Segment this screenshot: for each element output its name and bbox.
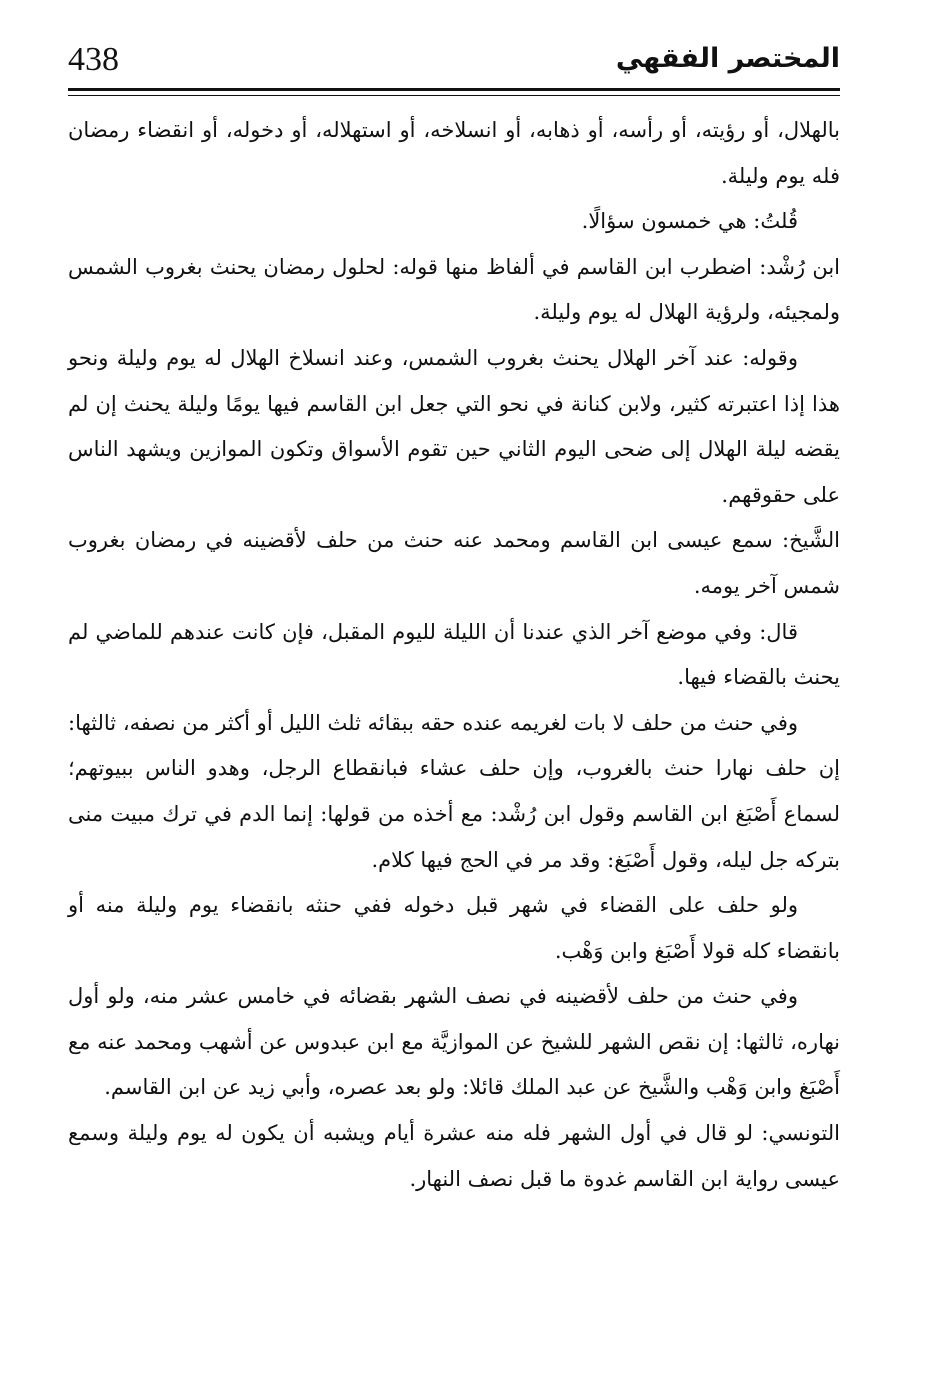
- header-rule-thin: [68, 95, 840, 96]
- paragraph-8: ولو حلف على القضاء في شهر قبل دخوله ففي حنثه بانقضاء يوم وليلة منه أو بانقضاء كله قولا أَصْبَغ وابن وَهْب.: [68, 893, 840, 963]
- body-text: [68, 108, 840, 1202]
- paragraph-7: وفي حنث من حلف لا بات لغريمه عنده حقه ببقائه ثلث الليل أو أكثر من نصفه، ثالثها: إن حلف نهارا حنث بالغروب، وإن حلف عشاء فبانقطاع الرجل، وهدو الناس ببيوتهم؛ لسماع أَصْبَغ ابن القاسم وقول ابن رُشْد: مع أخذه من قولها: إنما الدم في ترك مبيت منى بتركه جل ليله، وقول أَصْبَغ: وقد مر في الحج فيها كلام.: [68, 710, 840, 872]
- paragraph-10: التونسي: لو قال في أول الشهر فله منه عشرة أيام ويشبه أن يكون له يوم وليلة وسمع عيسى رواية ابن القاسم غدوة ما قبل نصف النهار.: [68, 1121, 840, 1191]
- paragraph-9: وفي حنث من حلف لأقضينه في نصف الشهر بقضائه في خامس عشر منه، ولو أول نهاره، ثالثها: إن نقص الشهر للشيخ عن الموازيَّة مع ابن عبدوس عن أشهب ومحمد عنه مع أَصْبَغ وابن وَهْب والشَّيخ عن عبد الملك قائلا: ولو بعد عصره، وأبي زيد عن ابن القاسم.: [68, 984, 840, 1100]
- book-page: [68, 38, 840, 1358]
- paragraph-3: ابن رُشْد: اضطرب ابن القاسم في ألفاظ منها قوله: لحلول رمضان يحنث بغروب الشمس ولمجيئه، ولرؤية الهلال له يوم وليلة.: [68, 254, 840, 325]
- paragraph-6: قال: وفي موضع آخر الذي عندنا أن الليلة لليوم المقبل، فإن كانت عندهم للماضي لم يحنث بالقضاء فيها.: [68, 619, 840, 690]
- running-title: المختصر الفقهي: [615, 43, 840, 74]
- page-header: [68, 38, 840, 90]
- paragraph-2: قُلتُ: هي خمسون سؤالًا.: [581, 209, 798, 234]
- paragraph-4: وقوله: عند آخر الهلال يحنث بغروب الشمس، وعند انسلاخ الهلال له يوم وليلة ونحو هذا إذا اعتبرته كثير، ولابن كنانة في نحو التي جعل ابن القاسم فيها يومًا وليلة يحنث إن لم يقضه ليلة الهلال إلى ضحى اليوم الثاني حين تقوم الأسواق وتكون الموازين ويشهد الناس على حقوقهم.: [68, 345, 840, 507]
- page-number: 438: [68, 41, 119, 78]
- paragraph-1: بالهلال، أو رؤيته، أو رأسه، أو ذهابه، أو انسلاخه، أو استهلاله، أو دخوله، أو انقضاء رمضان فله يوم وليلة.: [68, 118, 840, 188]
- header-rule: [68, 88, 840, 91]
- paragraph-5: الشَّيخ: سمع عيسى ابن القاسم ومحمد عنه حنث من حلف لأقضينه في رمضان بغروب شمس آخر يومه.: [68, 528, 840, 598]
